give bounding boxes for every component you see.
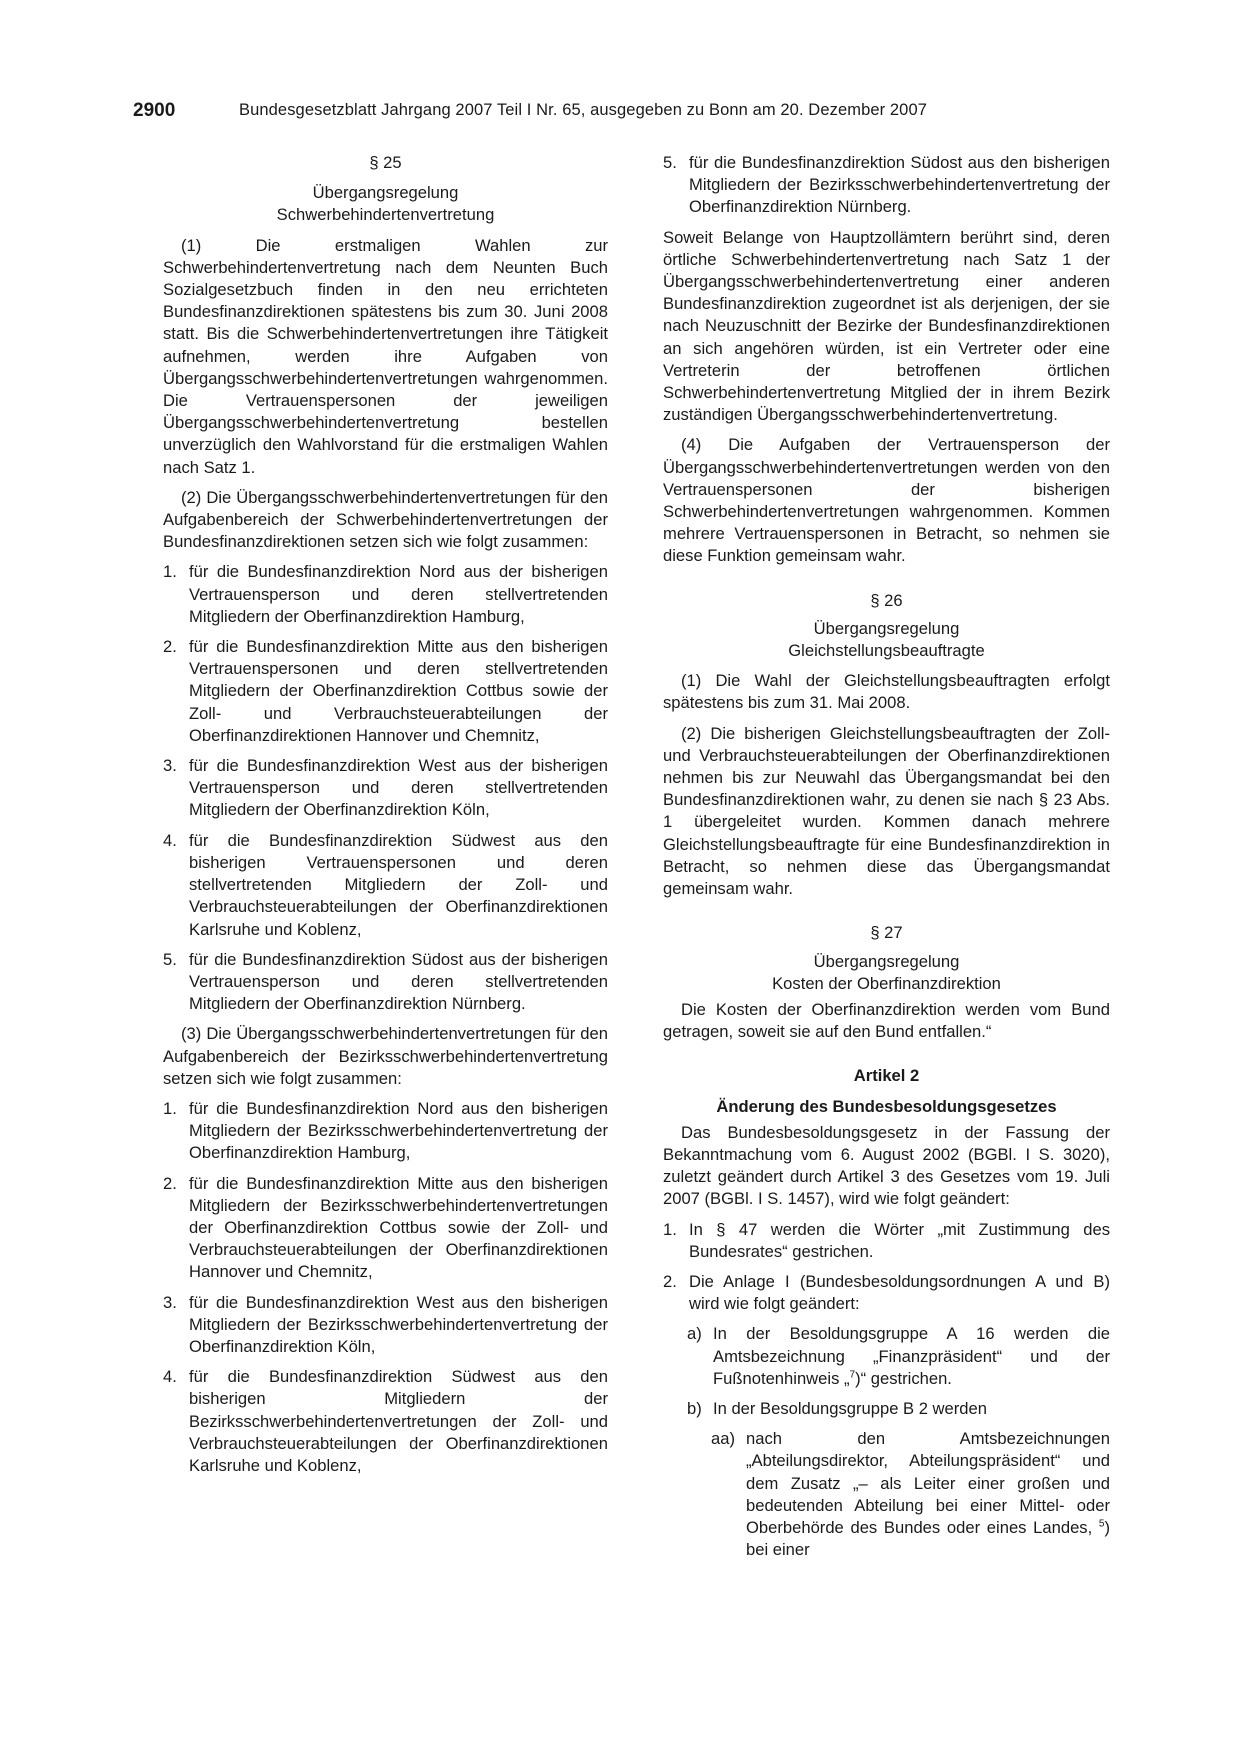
list-item: 5. für die Bundesfinanzdirektion Südost aus den bisherigen Mitgliedern der Bezirksschwerbehindertenvertretung der Oberfinanzdirektion Nürnberg. [663, 153, 1110, 217]
section-25-title-2: Schwerbehindertenvertretung [276, 205, 495, 225]
list-paragraph-3 [163, 1098, 608, 1477]
section-27-paragraph: Die Kosten der Oberfinanzdirektion werden vom Bund getragen, soweit sie auf den Bund entfallen.“ [663, 999, 1110, 1042]
section-25-title-1: Übergangsregelung [312, 183, 459, 203]
list-item: 4. für die Bundesfinanzdirektion Südwest aus den bisherigen Mitgliedern der Bezirksschwerbehindertenvertretungen der Zoll- und Verbrauchsteuerabteilungen der Oberfinanzdirektionen Karlsruhe und Koblenz, [163, 1367, 608, 1475]
section-26-title-2: Gleichstellungsbeauftragte [788, 641, 985, 661]
list-paragraph-2 [163, 561, 608, 1015]
section-26-paragraph-1: (1) Die Wahl der Gleichstellungsbeauftragten erfolgt spätestens bis zum 31. Mai 2008. [663, 671, 1110, 713]
article-2-intro: Das Bundesbesoldungsgesetz in der Fassung der Bekanntmachung vom 6. August 2002 (BGBl. I S. 3020), zuletzt geändert durch Artikel 3 des Gesetzes vom 19. Juli 2007 (BGBl. I S. 1457), wird wie folgt geändert: [663, 1122, 1110, 1209]
list-item: 1. In § 47 werden die Wörter „mit Zustimmung des Bundesrates“ gestrichen. [663, 1219, 1110, 1261]
list-item: a) In der Besoldungsgruppe A 16 werden die Amtsbezeichnung „Finanzpräsident“ und der Fußnotenhinweis „$^7$)“ gestrichen. [687, 1324, 1110, 1388]
section-25-paragraph-1: (1) Die erstmaligen Wahlen zur Schwerbehindertenvertretung nach dem Neunten Buch Sozialgesetzbuch finden in den neu errichteten Bundesfinanzdirektionen spätestens bis zum 30. Juni 2008 statt. Bis die Schwerbehindertenvertretungen ihre Tätigkeit aufnehmen, werden ihre Aufgaben von Übergangsschwerbehindertenvertretungen wahrgenommen. Die Vertrauenspersonen der jeweiligen Übergangsschwerbehindertenvertretung bestellen unverzüglich den Wahlvorstand für die erstmaligen Wahlen nach Satz 1. [163, 235, 608, 477]
right-column [663, 152, 1110, 1561]
list-item: b) In der Besoldungsgruppe B 2 werden [687, 1398, 987, 1418]
section-27-number: § 27 [870, 923, 903, 943]
section-25-paragraph-4: (4) Die Aufgaben der Vertrauensperson der Übergangsschwerbehindertenvertretungen werden von den Vertrauenspersonen der bisherigen Schwerbehindertenvertretungen wahrgenommen. Kommen mehrere Vertrauenspersonen in Betracht, so nehmen sie diese Funktion gemeinsam wahr. [663, 435, 1110, 566]
section-25-paragraph-2: (2) Die Übergangsschwerbehindertenvertretungen für den Aufgabenbereich der Schwerbehindertenvertretungen der Bundesfinanzdirektionen setzen sich wie folgt zusammen: [163, 487, 608, 552]
page-header [133, 100, 1133, 128]
section-26-paragraph-2: (2) Die bisherigen Gleichstellungsbeauftragten der Zoll- und Verbrauchsteuerabteilungen der Oberfinanzdirektionen nehmen bis zur Neuwahl das Übergangsmandat bei den Bundesfinanzdirektionen wahr, zu denen sie nach § 23 Abs. 1 übergeleitet wurden. Kommen danach mehrere Gleichstellungsbeauftragte für eine Bundesfinanzdirektion in Betracht, so nehmen diese das Übergangsmandat gemeinsam wahr. [663, 723, 1110, 899]
list-item: 3. für die Bundesfinanzdirektion West aus der bisherigen Vertrauensperson und deren stellvertretenden Mitgliedern der Oberfinanzdirektion Köln, [163, 756, 608, 820]
section-26-title-1: Übergangsregelung [813, 618, 960, 638]
page-number: 2900 [133, 100, 176, 121]
list-item: aa) nach den Amtsbezeichnungen „Abteilungsdirektor, Abteilungspräsident“ und dem Zusatz „– als Leiter einer großen und bedeutenden Abteilung bei einer Mittel- oder Oberbehörde des Bundes oder eines Landes, $^5$) bei einer [711, 1429, 1110, 1560]
list-item: 2. Die Anlage I (Bundesbesoldungsordnungen A und B) wird wie folgt geändert: [663, 1271, 1110, 1314]
left-column [163, 152, 608, 1477]
list-item: 3. für die Bundesfinanzdirektion West aus den bisherigen Mitgliedern der Bezirksschwerbehindertenvertretung der Oberfinanzdirektion Köln, [163, 1292, 608, 1356]
section-25-paragraph-3: (3) Die Übergangsschwerbehindertenvertretungen für den Aufgabenbereich der Bezirksschwerbehindertenvertretung setzen sich wie folgt zusammen: [163, 1024, 608, 1088]
list-item: 4. für die Bundesfinanzdirektion Südwest aus den bisherigen Vertrauenspersonen und deren stellvertretenden Mitgliedern der Zoll- und Verbrauchsteuerabteilungen der Oberfinanzdirektionen Karlsruhe und Koblenz, [163, 830, 608, 939]
list-item: 1. für die Bundesfinanzdirektion Nord aus der bisherigen Vertrauensperson und deren stellvertretenden Mitgliedern der Oberfinanzdirektion Hamburg, [163, 562, 608, 626]
list-item: 1. für die Bundesfinanzdirektion Nord aus den bisherigen Mitgliedern der Bezirksschwerbehindertenvertretung der Oberfinanzdirektion Hamburg, [163, 1098, 608, 1163]
list-item: 5. für die Bundesfinanzdirektion Südost aus der bisherigen Vertrauensperson und deren stellvertretenden Mitgliedern der Oberfinanzdirektion Nürnberg. [163, 949, 608, 1014]
list-item: 2. für die Bundesfinanzdirektion Mitte aus den bisherigen Mitgliedern der Bezirksschwerbehindertenvertretungen der Oberfinanzdirektion Cottbus sowie der Zoll- und Verbrauchsteuerabteilungen der Oberfinanzdirektionen Hannover und Chemnitz, [163, 1173, 608, 1282]
paragraph-soweit: Soweit Belange von Hauptzollämtern berührt sind, deren örtliche Schwerbehindertenvertretung nach Satz 1 der Übergangsschwerbehindertenvertretung einer anderen Bundesfinanzdirektion zugeordnet ist als derjenigen, der sie nach Neuzuschnitt der Bezirke der Bundesfinanzdirektionen an sich angehören würden, ist ein Vertreter oder eine Vertreterin der betroffenen örtlichen Schwerbehindertenvertretung Mitglied der in ihrem Bezirk zuständigen Übergangsschwerbehindertenvertretung. [663, 227, 1110, 425]
section-25-number: § 25 [369, 153, 402, 172]
list-item: 2. für die Bundesfinanzdirektion Mitte aus den bisherigen Vertrauenspersonen und deren stellvertretenden Mitgliedern der Oberfinanzdirektion Cottbus sowie der Zoll- und Verbrauchsteuerabteilungen der Oberfinanzdirektionen Hannover und Chemnitz, [163, 637, 608, 745]
section-27-title-1: Übergangsregelung [813, 951, 960, 971]
running-head: Bundesgesetzblatt Jahrgang 2007 Teil I Nr. 65, ausgegeben zu Bonn am 20. Dezember 2007 [239, 101, 928, 119]
article-2-number: Artikel 2 [853, 1066, 920, 1086]
article-2-title: Änderung des Bundesbesoldungsgesetzes [716, 1096, 1057, 1116]
section-26-number: § 26 [870, 590, 903, 610]
section-27-title-2: Kosten der Oberfinanzdirektion [772, 973, 1001, 993]
